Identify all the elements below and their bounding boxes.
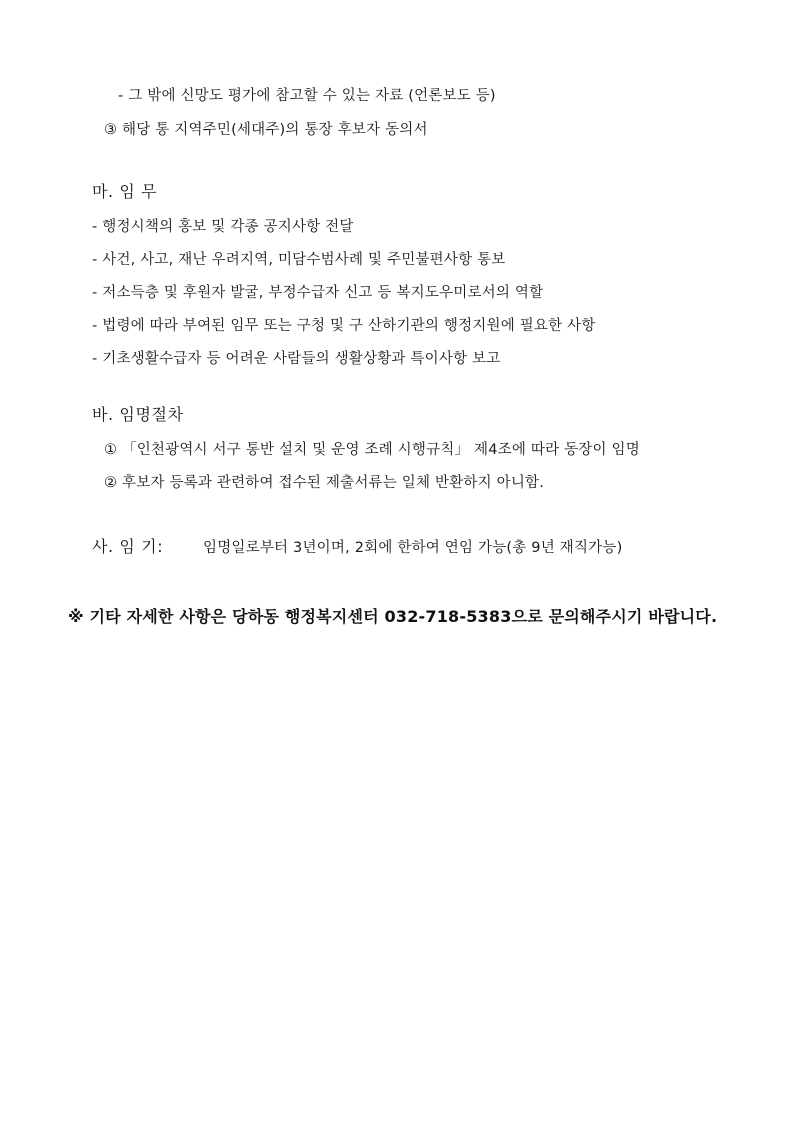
section-sa-term-text: 임명일로부터 3년이며, 2회에 한하여 연임 가능(총 9년 재직가능) — [203, 540, 623, 556]
duty-item-4: - 법령에 따라 부여된 임무 또는 구청 및 구 산하기관의 행정지원에 필요한 사항 — [92, 318, 596, 334]
item-3-consent: ③ 해당 통 지역주민(세대주)의 통장 후보자 동의서 — [104, 122, 428, 138]
section-ba-heading: 바. 임명절차 — [92, 405, 184, 424]
section-ma-heading: 마. 임 무 — [92, 182, 158, 201]
section-sa-term-label: 사. 임 기: — [92, 537, 164, 556]
bullet-other-materials: - 그 밖에 신망도 평가에 참고할 수 있는 자료 (언론보도 등) — [118, 88, 496, 104]
duty-item-3: - 저소득층 및 후원자 발굴, 부정수급자 신고 등 복지도우미로서의 역할 — [92, 285, 544, 301]
contact-notice: ※ 기타 자세한 사항은 당하동 행정복지센터 032-718-5383으로 문의해주시기 바랍니다. — [68, 607, 718, 626]
appointment-item-1: ① 「인천광역시 서구 통반 설치 및 운영 조례 시행규칙」 제4조에 따라 동장이 임명 — [104, 442, 640, 458]
duty-item-2: - 사건, 사고, 재난 우려지역, 미담수범사례 및 주민불편사항 통보 — [92, 252, 506, 268]
appointment-item-2: ② 후보자 등록과 관련하여 접수된 제출서류는 일체 반환하지 아니함. — [104, 475, 545, 491]
duty-item-1: - 행정시책의 홍보 및 각종 공지사항 전달 — [92, 219, 354, 235]
duty-item-5: - 기초생활수급자 등 어려운 사람들의 생활상황과 특이사항 보고 — [92, 351, 501, 367]
